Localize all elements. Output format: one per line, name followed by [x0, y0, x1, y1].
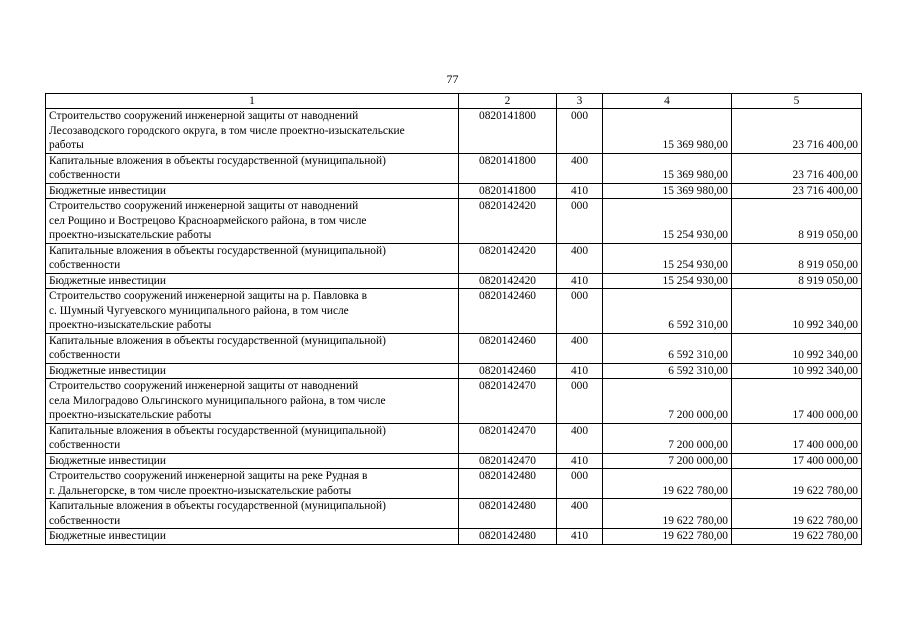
row-type-cell: 410 — [557, 273, 603, 289]
row-name-cell — [46, 273, 459, 289]
row-value-5-cell: 17 400 000,00 — [732, 453, 862, 469]
row-value-5-cell: 8 919 050,00 — [732, 243, 862, 273]
row-value-4-cell: 19 622 780,00 — [603, 529, 732, 545]
row-name-cell — [46, 333, 459, 363]
header-col-3: 3 — [557, 94, 603, 109]
row-name-line: собственности — [49, 259, 121, 271]
row-code-cell: 0820141800 — [459, 183, 557, 199]
row-value-5-cell: 17 400 000,00 — [732, 423, 862, 453]
row-value-4-cell: 15 369 980,00 — [603, 153, 732, 183]
table-row — [46, 243, 862, 273]
table-row — [46, 469, 862, 499]
row-type-cell: 400 — [557, 243, 603, 273]
row-name-cell — [46, 469, 459, 499]
row-value-4-cell: 15 369 980,00 — [603, 109, 732, 154]
row-value-4-cell: 7 200 000,00 — [603, 423, 732, 453]
row-name-cell — [46, 153, 459, 183]
row-value-4-cell: 6 592 310,00 — [603, 333, 732, 363]
row-type-cell: 000 — [557, 469, 603, 499]
row-name-line: собственности — [49, 514, 121, 527]
row-name-cell — [46, 453, 459, 469]
header-col-5: 5 — [732, 94, 862, 109]
page-number: 77 — [446, 72, 459, 86]
row-name-cell — [46, 379, 459, 424]
row-name-line: Строительство сооружений инженерной защиты от наводнений — [49, 380, 359, 392]
row-name-line: собственности — [49, 439, 121, 451]
row-code-cell: 0820141800 — [459, 109, 557, 154]
table-row — [46, 273, 862, 289]
row-name-line: Капитальные вложения в объекты государственной (муниципальной) — [49, 154, 386, 167]
table-row — [46, 499, 862, 529]
row-value-5-cell: 19 622 780,00 — [732, 529, 862, 545]
row-name-line: Бюджетные инвестиции — [49, 184, 166, 197]
row-type-cell: 000 — [557, 199, 603, 244]
table-row — [46, 199, 862, 244]
row-name-cell — [46, 423, 459, 453]
row-name-line: Капитальные вложения в объекты государственной (муниципальной) — [49, 244, 386, 257]
row-code-cell: 0820142460 — [459, 333, 557, 363]
budget-table — [45, 93, 862, 545]
row-value-4-cell: 7 200 000,00 — [603, 453, 732, 469]
row-code-cell: 0820142470 — [459, 379, 557, 424]
table-row — [46, 183, 862, 199]
row-value-5-cell: 23 716 400,00 — [732, 153, 862, 183]
row-code-cell: 0820142480 — [459, 529, 557, 545]
row-name-cell — [46, 199, 459, 244]
row-value-5-cell: 10 992 340,00 — [732, 289, 862, 334]
row-name-line: собственности — [49, 169, 121, 181]
table-row — [46, 153, 862, 183]
row-type-cell: 000 — [557, 109, 603, 154]
table-row — [46, 333, 862, 363]
row-type-cell: 000 — [557, 379, 603, 424]
row-name-line: сел Рощино и Вострецово Красноармейского района, в том числе — [49, 214, 367, 227]
row-code-cell: 0820142420 — [459, 273, 557, 289]
row-code-cell: 0820142420 — [459, 199, 557, 244]
row-value-4-cell: 19 622 780,00 — [603, 469, 732, 499]
table-header — [46, 94, 862, 109]
table-body — [46, 109, 862, 545]
header-col-4: 4 — [603, 94, 732, 109]
row-name-line: проектно-изыскательские работы — [49, 319, 212, 331]
row-name-line: Бюджетные инвестиции — [49, 274, 166, 287]
table-row — [46, 423, 862, 453]
row-name-line: Бюджетные инвестиции — [49, 454, 166, 467]
row-value-5-cell: 10 992 340,00 — [732, 363, 862, 379]
row-code-cell: 0820142470 — [459, 423, 557, 453]
row-value-5-cell: 23 716 400,00 — [732, 109, 862, 154]
row-name-cell — [46, 529, 459, 545]
row-name-cell — [46, 499, 459, 529]
row-value-5-cell: 8 919 050,00 — [732, 273, 862, 289]
row-value-5-cell: 8 919 050,00 — [732, 199, 862, 244]
row-code-cell: 0820142480 — [459, 469, 557, 499]
row-name-line: собственности — [49, 349, 121, 361]
row-name-line: Лесозаводского городского округа, в том числе проектно-изыскательские — [49, 124, 405, 137]
row-value-4-cell: 15 254 930,00 — [603, 273, 732, 289]
row-type-cell: 410 — [557, 363, 603, 379]
table-row — [46, 453, 862, 469]
row-value-5-cell: 19 622 780,00 — [732, 469, 862, 499]
row-type-cell: 410 — [557, 453, 603, 469]
row-value-5-cell: 17 400 000,00 — [732, 379, 862, 424]
row-value-4-cell: 15 254 930,00 — [603, 199, 732, 244]
table-row — [46, 363, 862, 379]
row-type-cell: 000 — [557, 289, 603, 334]
table-row — [46, 109, 862, 154]
row-name-cell — [46, 243, 459, 273]
row-name-line: села Милоградово Ольгинского муниципального района, в том числе — [49, 394, 386, 407]
row-name-cell — [46, 183, 459, 199]
row-value-4-cell: 15 254 930,00 — [603, 243, 732, 273]
row-value-4-cell: 19 622 780,00 — [603, 499, 732, 529]
row-value-4-cell: 7 200 000,00 — [603, 379, 732, 424]
row-value-4-cell: 6 592 310,00 — [603, 289, 732, 334]
row-value-5-cell: 23 716 400,00 — [732, 183, 862, 199]
row-name-line: Строительство сооружений инженерной защиты на реке Рудная в — [49, 470, 368, 482]
row-name-line: проектно-изыскательские работы — [49, 409, 212, 421]
row-code-cell: 0820142460 — [459, 363, 557, 379]
row-type-cell: 410 — [557, 529, 603, 545]
row-value-5-cell: 10 992 340,00 — [732, 333, 862, 363]
row-code-cell: 0820142460 — [459, 289, 557, 334]
row-value-4-cell: 15 369 980,00 — [603, 183, 732, 199]
row-name-line: Бюджетные инвестиции — [49, 364, 166, 377]
row-name-line: работы — [49, 139, 84, 151]
row-name-line: Бюджетные инвестиции — [49, 530, 166, 542]
table-row — [46, 529, 862, 545]
row-type-cell: 400 — [557, 153, 603, 183]
row-code-cell: 0820142470 — [459, 453, 557, 469]
header-col-1: 1 — [46, 94, 459, 109]
row-name-cell — [46, 289, 459, 334]
row-name-line: Капитальные вложения в объекты государственной (муниципальной) — [49, 500, 386, 512]
row-type-cell: 400 — [557, 333, 603, 363]
table-row — [46, 379, 862, 424]
row-code-cell: 0820142420 — [459, 243, 557, 273]
row-name-line: с. Шумный Чугуевского муниципального района, в том числе — [49, 304, 349, 317]
row-code-cell: 0820141800 — [459, 153, 557, 183]
header-row — [46, 94, 862, 109]
row-name-line: Строительство сооружений инженерной защиты от наводнений — [49, 200, 359, 212]
row-name-line: Строительство сооружений инженерной защиты на р. Павловка в — [49, 290, 368, 302]
row-name-line: Капитальные вложения в объекты государственной (муниципальной) — [49, 424, 386, 437]
row-value-5-cell: 19 622 780,00 — [732, 499, 862, 529]
row-value-4-cell: 6 592 310,00 — [603, 363, 732, 379]
row-type-cell: 400 — [557, 499, 603, 529]
row-code-cell: 0820142480 — [459, 499, 557, 529]
table-row — [46, 289, 862, 334]
row-name-line: проектно-изыскательские работы — [49, 229, 212, 241]
row-name-cell — [46, 109, 459, 154]
row-type-cell: 410 — [557, 183, 603, 199]
row-name-line: Капитальные вложения в объекты государственной (муниципальной) — [49, 334, 386, 347]
row-name-line: г. Дальнегорске, в том числе проектно-изыскательские работы — [49, 484, 352, 497]
row-name-line: Строительство сооружений инженерной защиты от наводнений — [49, 110, 359, 122]
header-col-2: 2 — [459, 94, 557, 109]
row-name-cell — [46, 363, 459, 379]
row-type-cell: 400 — [557, 423, 603, 453]
